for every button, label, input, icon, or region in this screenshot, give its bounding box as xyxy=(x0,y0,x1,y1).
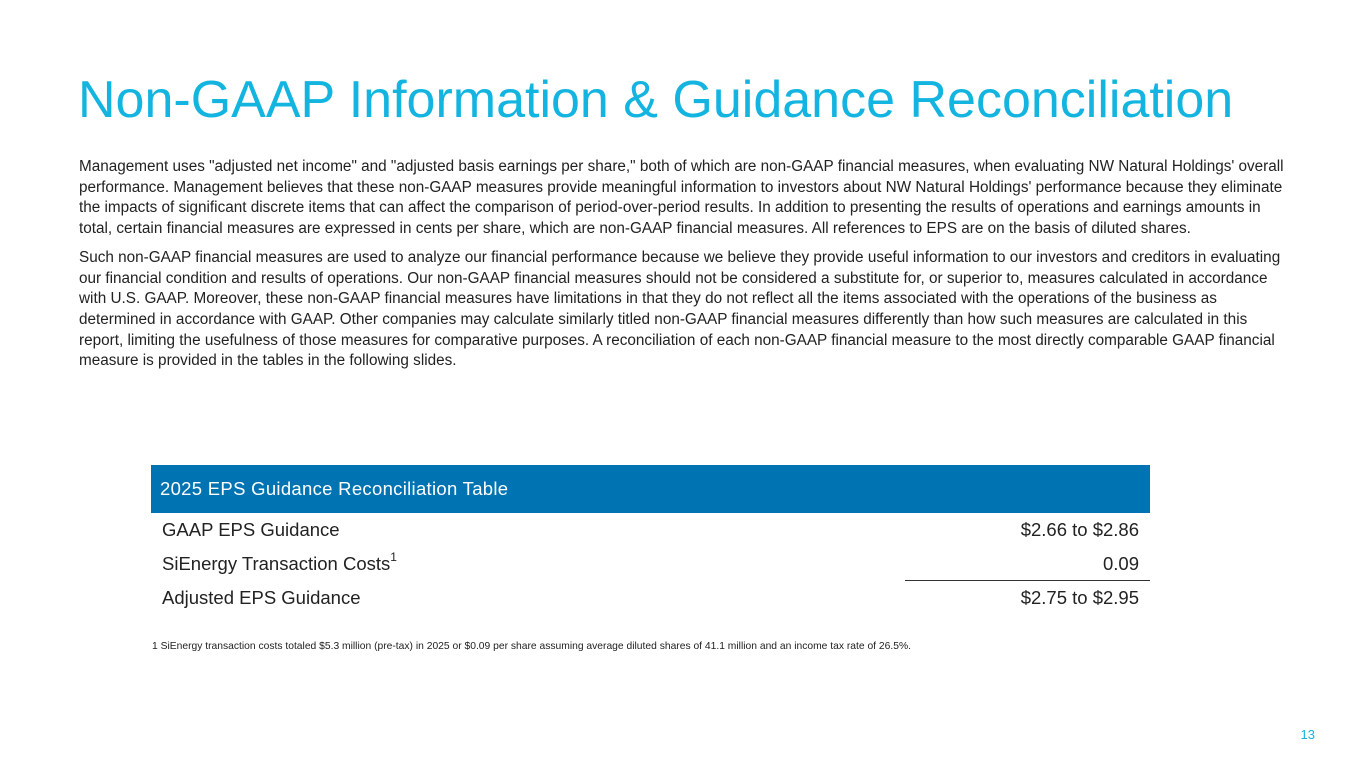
paragraph-1: Management uses "adjusted net income" and "adjusted basis earnings per share," both of which are non-GAAP financial measures, when evaluating NW Natural Holdings' overall performance. Management believes that these non-GAAP measures provide meaningful information to investors about NW Natural Holdings' performance because they eliminate the impacts of significant discrete items that can affect the comparison of period-over-period results. In addition to presenting the results of operations and earnings amounts in total, certain financial measures are expressed in cents per share, which are non-GAAP financial measures. All references to EPS are on the basis of diluted shares. xyxy=(79,158,1284,238)
table-row-transaction-costs xyxy=(151,547,1150,581)
intro-text xyxy=(79,157,1294,380)
eps-reconciliation-table xyxy=(151,465,1150,615)
row-value: $2.66 to $2.86 xyxy=(1020,519,1139,540)
row-label: SiEnergy Transaction Costs$^1$ xyxy=(162,549,397,574)
row-label: GAAP EPS Guidance xyxy=(162,519,340,540)
row-value: 0.09 xyxy=(1102,553,1139,574)
table-row-adjusted-eps xyxy=(151,581,1150,615)
table-row-gaap-eps xyxy=(151,513,1150,547)
slide-title: Non-GAAP Information & Guidance Reconciliation xyxy=(78,71,1234,129)
footnote: 1 SiEnergy transaction costs totaled $5.3 million (pre-tax) in 2025 or $0.09 per share assuming average diluted shares of 41.1 million and an income tax rate of 26.5%. xyxy=(152,641,911,652)
table-header: 2025 EPS Guidance Reconciliation Table xyxy=(151,465,1150,513)
row-value: $2.75 to $2.95 xyxy=(1020,587,1139,608)
paragraph-2: Such non-GAAP financial measures are used to analyze our financial performance because we believe they provide useful information to our investors and creditors in evaluating our financial condition and results of operations. Our non-GAAP financial measures should not be considered a substitute for, or superior to, measures calculated in accordance with U.S. GAAP. Moreover, these non-GAAP financial measures have limitations in that they do not reflect all the items associated with the operations of the business as determined in accordance with GAAP. Other companies may calculate similarly titled non-GAAP financial measures differently than how such measures are calculated in this report, limiting the usefulness of those measures for comparative purposes. A reconciliation of each non-GAAP financial measure to the most directly comparable GAAP financial measure is provided in the tables in the following slides. xyxy=(79,248,1281,370)
footnote-marker: 1 xyxy=(390,549,397,564)
page-number: 13 xyxy=(1300,727,1315,742)
row-label: Adjusted EPS Guidance xyxy=(162,587,361,608)
